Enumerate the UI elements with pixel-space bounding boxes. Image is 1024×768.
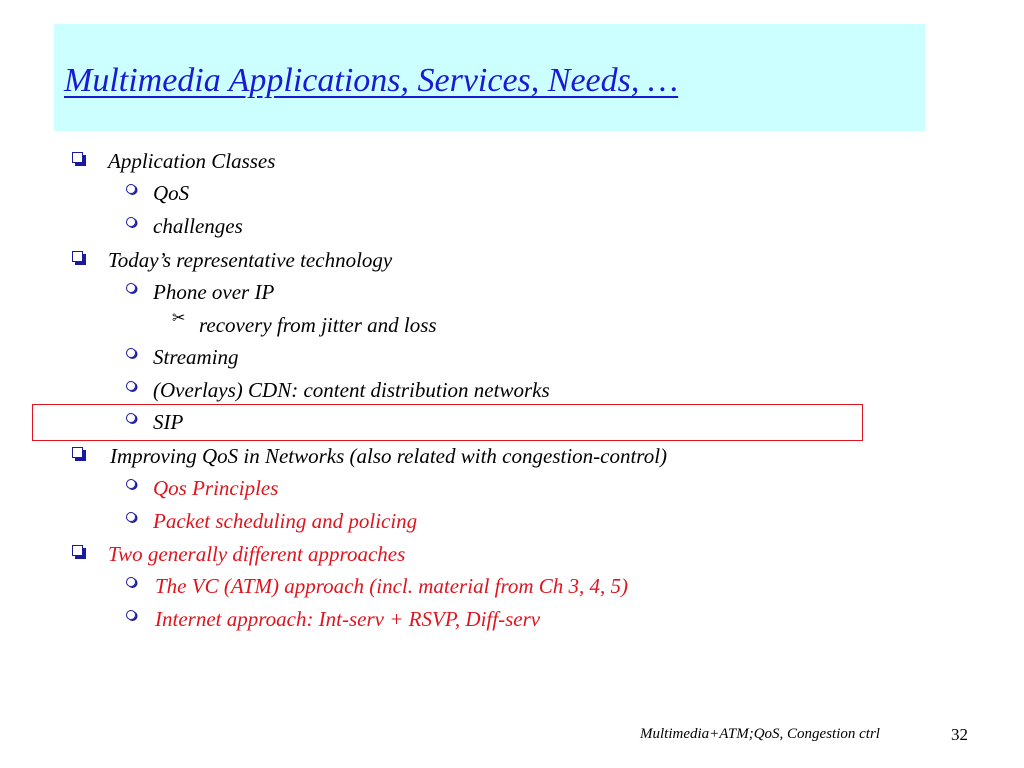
scissors-icon: ✂ xyxy=(172,308,186,327)
ring-bullet-icon xyxy=(126,577,136,587)
bullet-item: Two generally different approaches xyxy=(108,542,406,566)
ring-bullet-icon xyxy=(126,381,136,391)
bullet-item: Application Classes xyxy=(108,149,276,173)
highlight-box xyxy=(32,404,863,441)
square-bullet-icon xyxy=(72,545,83,556)
sub-sub-bullet-item: recovery from jitter and loss xyxy=(199,313,437,337)
bullet-item: Today’s representative technology xyxy=(108,248,393,272)
ring-bullet-icon xyxy=(126,610,136,620)
sub-bullet-item: SIP xyxy=(153,410,184,434)
ring-bullet-icon xyxy=(126,184,136,194)
sub-bullet-item: Packet scheduling and policing xyxy=(153,509,418,533)
ring-bullet-icon xyxy=(126,217,136,227)
square-bullet-icon xyxy=(72,447,83,458)
square-bullet-icon xyxy=(72,251,83,262)
square-bullet-icon xyxy=(72,152,83,163)
bullet-item: Improving QoS in Networks (also related with congestion-control) xyxy=(110,444,668,468)
ring-bullet-icon xyxy=(126,512,136,522)
sub-bullet-item: Streaming xyxy=(153,345,239,369)
sub-bullet-item: (Overlays) CDN: content distribution networks xyxy=(153,378,550,402)
sub-bullet-item: Qos Principles xyxy=(153,476,279,500)
sub-bullet-item: QoS xyxy=(153,181,190,205)
slide-title: Multimedia Applications, Services, Needs, … xyxy=(64,62,679,99)
sub-bullet-item: challenges xyxy=(153,214,243,238)
slide-footer: Multimedia+ATM;QoS, Congestion ctrl xyxy=(640,726,880,742)
ring-bullet-icon xyxy=(126,479,136,489)
page-number: 32 xyxy=(951,725,968,744)
ring-bullet-icon xyxy=(126,348,136,358)
ring-bullet-icon xyxy=(126,283,136,293)
sub-bullet-item: Internet approach: Int-serv + RSVP, Diff-serv xyxy=(155,607,541,631)
sub-bullet-item: The VC (ATM) approach (incl. material from Ch 3, 4, 5) xyxy=(155,574,629,598)
sub-bullet-item: Phone over IP xyxy=(153,280,275,304)
